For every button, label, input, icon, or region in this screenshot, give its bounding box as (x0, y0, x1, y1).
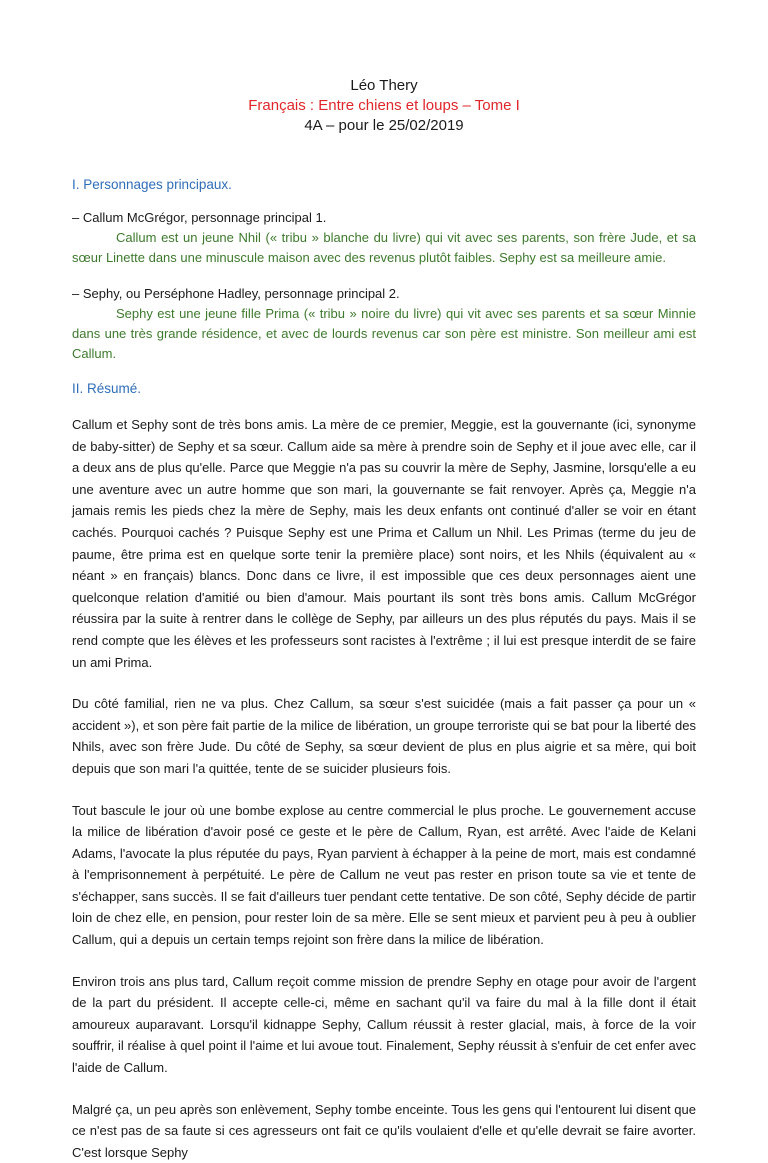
character-heading: – Sephy, ou Perséphone Hadley, personnage principal 2. (72, 286, 400, 301)
character-description: Sephy est une jeune fille Prima (« tribu » noire du livre) qui vit avec ses parents et sa sœur Minnie dans une très grande résidence, et avec de lourds revenus car son père est ministre. Son meilleur ami est Callum. (72, 306, 696, 361)
document-header (72, 76, 696, 136)
section-title-characters: I. Personnages principaux. (72, 177, 232, 192)
character-callum (72, 208, 696, 268)
character-sephy (72, 284, 696, 364)
summary-paragraph: Callum et Sephy sont de très bons amis. La mère de ce premier, Meggie, est la gouvernante (ici, synonyme de baby-sitter) de Sephy et sa sœur. Callum aide sa mère à prendre soin de Sephy et il joue avec elle, car il a deux ans de plus qu'elle. Parce que Meggie n'a pas su couvrir la mère de Sephy, Jasmine, lorsqu'elle a eu une aventure avec un autre homme que son mari, la gouvernante se fait renvoyer. Après ça, Meggie n'a jamais remis les pieds chez la mère de Sephy, mais les deux enfants ont continué d'aller se voir en étant cachés. Pourquoi cachés ? Puisque Sephy est une Prima et Callum un Nhil. Les Primas (terme du jeu de paume, être prima est en quelque sorte tenir la première place) sont noirs, et les Nhils (équivalent au « néant » en français) blancs. Donc dans ce livre, il est impossible que ces deux personnages aient une quelconque relation d'amitié ou bien d'amour. Mais pourtant ils sont très bons amis. Callum McGrégor réussira par la suite à rentrer dans le collège de Sephy, par ailleurs un des plus réputés du pays. Mais il se rend compte que les élèves et les professeurs sont racistes à l'extrême ; il lui est presque interdit de se faire un ami Prima. (72, 417, 696, 670)
summary-paragraph: Du côté familial, rien ne va plus. Chez Callum, sa sœur s'est suicidée (mais a fait passer ça pour un « accident »), et son père fait partie de la milice de libération, un groupe terroriste qui se bat pour la liberté des Nhils, avec son frère Jude. Du côté de Sephy, sa sœur devient de plus en plus aigrie et sa mère, qui boit depuis que son mari l'a quittée, tente de se suicider plusieurs fois. (72, 696, 696, 776)
summary-paragraph: Tout bascule le jour où une bombe explose au centre commercial le plus proche. Le gouvernement accuse la milice de libération d'avoir posé ce geste et le père de Callum, Ryan, est arrêté. Avec l'aide de Kelani Adams, l'avocate la plus réputée du pays, Ryan parvient à échapper à la peine de mort, mais est condamné à l'emprisonnement à perpétuité. Le père de Callum ne veut pas rester en prison toute sa vie et tente de s'échapper, sans succès. Il se fait d'ailleurs tuer pendant cette tentative. De son côté, Sephy décide de partir loin de chez elle, en pension, pour rester loin de sa mère. Elle se sent mieux et parvient peu à peu à oublier Callum, qui a depuis un certain temps rejoint son frère dans la milice de libération. (72, 802, 696, 948)
author-name: Léo Thery (350, 77, 418, 94)
character-description: Callum est un jeune Nhil (« tribu » blanche du livre) qui vit avec ses parents, son frère Jude, et sa sœur Linette dans une minuscule maison avec des revenus plutôt faibles. Sephy est sa meilleure amie. (72, 230, 696, 265)
section-title-summary: II. Résumé. (72, 381, 142, 396)
class-date: 4A – pour le 25/02/2019 (304, 117, 464, 134)
character-heading: – Callum McGrégor, personnage principal 1. (72, 210, 327, 225)
summary-paragraph: Environ trois ans plus tard, Callum reçoit comme mission de prendre Sephy en otage pour avoir de l'argent de la part du président. Il accepte celle-ci, même en sachant qu'il va faire du mal à la fille dont il était amoureux auparavant. Lorsqu'il kidnappe Sephy, Callum réussit à rester glacial, mais, à force de la voir souffrir, il réalise à quel point il l'aime et lui avoue tout. Finalement, Sephy réussit à s'enfuir de cet enfer avec l'aide de Callum. (72, 973, 696, 1076)
summary-paragraph: Malgré ça, un peu après son enlèvement, Sephy tombe enceinte. Tous les gens qui l'entourent lui disent que ce n'est pas de sa faute si ces agresseurs ont fait ce qu'ils voulaient d'elle et qu'elle devrait se faire avorter. C'est lorsque Sephy (72, 1101, 696, 1160)
course-title: Français : Entre chiens et loups – Tome I (248, 97, 520, 114)
